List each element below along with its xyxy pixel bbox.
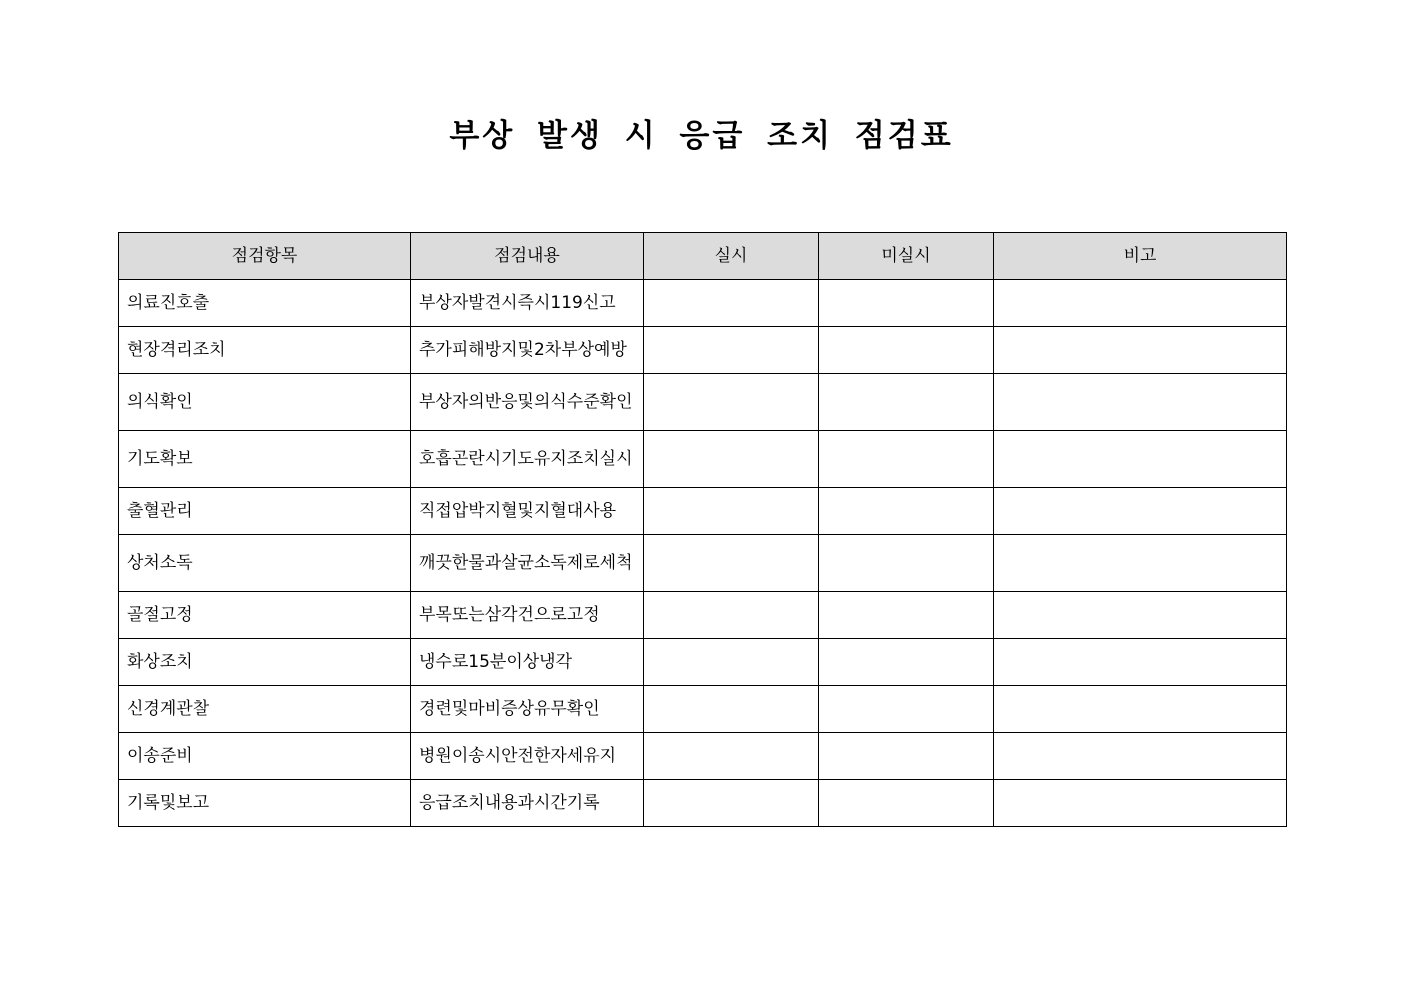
note-cell[interactable] xyxy=(994,374,1287,431)
check-item-cell: 신경계관찰 xyxy=(119,686,411,733)
table-row xyxy=(119,592,1287,639)
done-cell[interactable] xyxy=(644,535,819,592)
check-item-cell: 현장격리조치 xyxy=(119,327,411,374)
header-row xyxy=(119,233,1287,280)
note-cell[interactable] xyxy=(994,592,1287,639)
header-check-item: 점검항목 xyxy=(119,233,411,280)
note-cell[interactable] xyxy=(994,780,1287,827)
not-done-cell[interactable] xyxy=(819,431,994,488)
header-note: 비고 xyxy=(994,233,1287,280)
check-content-cell: 직접압박지혈및지혈대사용 xyxy=(411,488,644,535)
check-item-cell: 이송준비 xyxy=(119,733,411,780)
checklist-table xyxy=(118,232,1287,827)
check-item-cell: 기록및보고 xyxy=(119,780,411,827)
table-row xyxy=(119,327,1287,374)
table-row xyxy=(119,686,1287,733)
note-cell[interactable] xyxy=(994,280,1287,327)
done-cell[interactable] xyxy=(644,780,819,827)
check-content-cell: 응급조치내용과시간기록 xyxy=(411,780,644,827)
note-cell[interactable] xyxy=(994,535,1287,592)
done-cell[interactable] xyxy=(644,374,819,431)
not-done-cell[interactable] xyxy=(819,535,994,592)
not-done-cell[interactable] xyxy=(819,488,994,535)
header-check-content: 점검내용 xyxy=(411,233,644,280)
check-item-cell: 상처소독 xyxy=(119,535,411,592)
check-content-cell: 추가피해방지및2차부상예방 xyxy=(411,327,644,374)
table-row xyxy=(119,780,1287,827)
check-content-cell: 깨끗한물과살균소독제로세척 xyxy=(411,535,644,592)
table-row xyxy=(119,535,1287,592)
done-cell[interactable] xyxy=(644,733,819,780)
not-done-cell[interactable] xyxy=(819,780,994,827)
done-cell[interactable] xyxy=(644,639,819,686)
check-content-cell: 호흡곤란시기도유지조치실시 xyxy=(411,431,644,488)
note-cell[interactable] xyxy=(994,488,1287,535)
note-cell[interactable] xyxy=(994,327,1287,374)
not-done-cell[interactable] xyxy=(819,327,994,374)
not-done-cell[interactable] xyxy=(819,280,994,327)
not-done-cell[interactable] xyxy=(819,733,994,780)
check-content-cell: 부상자의반응및의식수준확인 xyxy=(411,374,644,431)
note-cell[interactable] xyxy=(994,686,1287,733)
done-cell[interactable] xyxy=(644,280,819,327)
check-item-cell: 출혈관리 xyxy=(119,488,411,535)
done-cell[interactable] xyxy=(644,431,819,488)
table-row xyxy=(119,374,1287,431)
check-content-cell: 냉수로15분이상냉각 xyxy=(411,639,644,686)
check-item-cell: 골절고정 xyxy=(119,592,411,639)
note-cell[interactable] xyxy=(994,733,1287,780)
table-row xyxy=(119,488,1287,535)
not-done-cell[interactable] xyxy=(819,686,994,733)
document-title: 부상 발생 시 응급 조치 점검표 xyxy=(449,118,954,154)
check-item-cell: 의식확인 xyxy=(119,374,411,431)
check-content-cell: 병원이송시안전한자세유지 xyxy=(411,733,644,780)
not-done-cell[interactable] xyxy=(819,639,994,686)
done-cell[interactable] xyxy=(644,592,819,639)
table-row xyxy=(119,431,1287,488)
not-done-cell[interactable] xyxy=(819,592,994,639)
check-content-cell: 경련및마비증상유무확인 xyxy=(411,686,644,733)
table-row xyxy=(119,733,1287,780)
check-item-cell: 의료진호출 xyxy=(119,280,411,327)
note-cell[interactable] xyxy=(994,639,1287,686)
header-not-done: 미실시 xyxy=(819,233,994,280)
done-cell[interactable] xyxy=(644,327,819,374)
table-row xyxy=(119,280,1287,327)
done-cell[interactable] xyxy=(644,686,819,733)
note-cell[interactable] xyxy=(994,431,1287,488)
check-content-cell: 부상자발견시즉시119신고 xyxy=(411,280,644,327)
table-row xyxy=(119,639,1287,686)
done-cell[interactable] xyxy=(644,488,819,535)
check-content-cell: 부목또는삼각건으로고정 xyxy=(411,592,644,639)
check-item-cell: 기도확보 xyxy=(119,431,411,488)
header-done: 실시 xyxy=(644,233,819,280)
check-item-cell: 화상조치 xyxy=(119,639,411,686)
not-done-cell[interactable] xyxy=(819,374,994,431)
